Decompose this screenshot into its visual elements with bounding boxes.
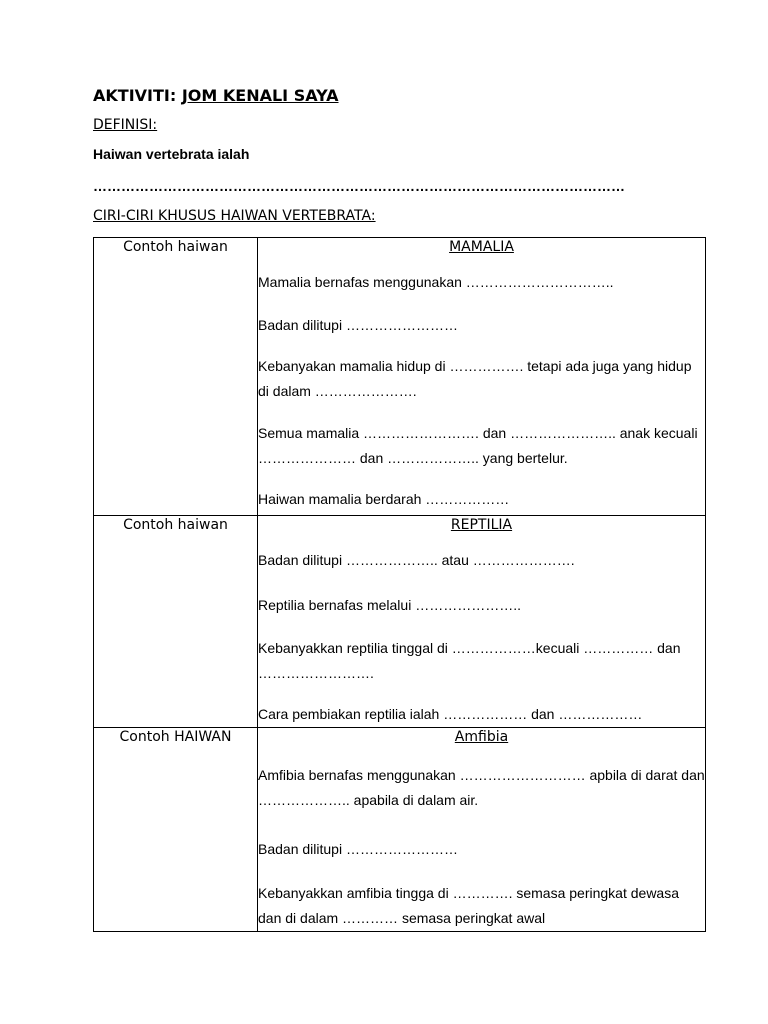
- text-line: Kebanyakkan reptilia tinggal di ………………kecuali …………… dan …………………….: [258, 640, 681, 681]
- ciri-title: CIRI-CIRI KHUSUS HAIWAN VERTEBRATA:: [93, 208, 376, 224]
- text-line: Cara pembiakan reptilia ialah ……………… dan ………………: [258, 706, 643, 722]
- example-cell-amfibia: [94, 728, 258, 932]
- section-reptilia: [94, 516, 706, 728]
- text-line: Badan dilitupi ……………………: [258, 317, 458, 333]
- example-label: Contoh haiwan: [123, 239, 228, 255]
- text-line: Badan dilitupi ……………….. atau ………………….: [258, 552, 575, 568]
- vertebrate-table: [93, 237, 706, 932]
- example-cell-reptilia: [94, 516, 258, 728]
- definition-answer-dots: ……………………………………………………………………………………………………: [93, 178, 625, 194]
- details-cell-reptilia: [258, 516, 706, 728]
- text-line: Haiwan mamalia berdarah ………………: [258, 491, 510, 507]
- section-header-amfibia: Amfibia: [454, 729, 509, 745]
- details-cell-mamalia: [258, 238, 706, 516]
- example-label: Contoh haiwan: [123, 517, 228, 533]
- text-line: Kebanyakkan amfibia tingga di …………. semasa peringkat dewasa dan di dalam ………… semasa peringkat awal: [258, 885, 679, 926]
- section-header-reptilia: REPTILIA: [450, 517, 513, 533]
- details-cell-amfibia: [258, 728, 706, 932]
- section-header-mamalia: MAMALIA: [449, 239, 514, 255]
- definition-prompt: Haiwan vertebrata ialah: [93, 146, 250, 162]
- definisi-label: DEFINISI:: [93, 117, 158, 133]
- activity-title-prefix: AKTIVITI:: [93, 86, 177, 105]
- text-line: Reptilia bernafas melalui …………………..: [258, 597, 521, 613]
- section-amfibia: [94, 728, 706, 932]
- section-mamalia: [94, 238, 706, 516]
- text-line: Kebanyakan mamalia hidup di ……………. tetapi ada juga yang hidup di dalam ………………….: [258, 358, 692, 399]
- text-line: Mamalia bernafas menggunakan …………………………..: [258, 274, 614, 290]
- text-line: Semua mamalia ……………………. dan ………………….. anak kecuali ………………… dan ……………….. yang bertelur.: [258, 425, 698, 466]
- text-line: Amfibia bernafas menggunakan ……………………… apbila di darat dan ……………….. apabila di dalam air.: [258, 767, 705, 808]
- text-line: Badan dilitupi ……………………: [258, 841, 458, 857]
- activity-title: [93, 86, 339, 105]
- example-cell-mamalia: [94, 238, 258, 516]
- activity-title-main: JOM KENALI SAYA: [181, 86, 339, 105]
- example-label: Contoh HAIWAN: [119, 729, 232, 745]
